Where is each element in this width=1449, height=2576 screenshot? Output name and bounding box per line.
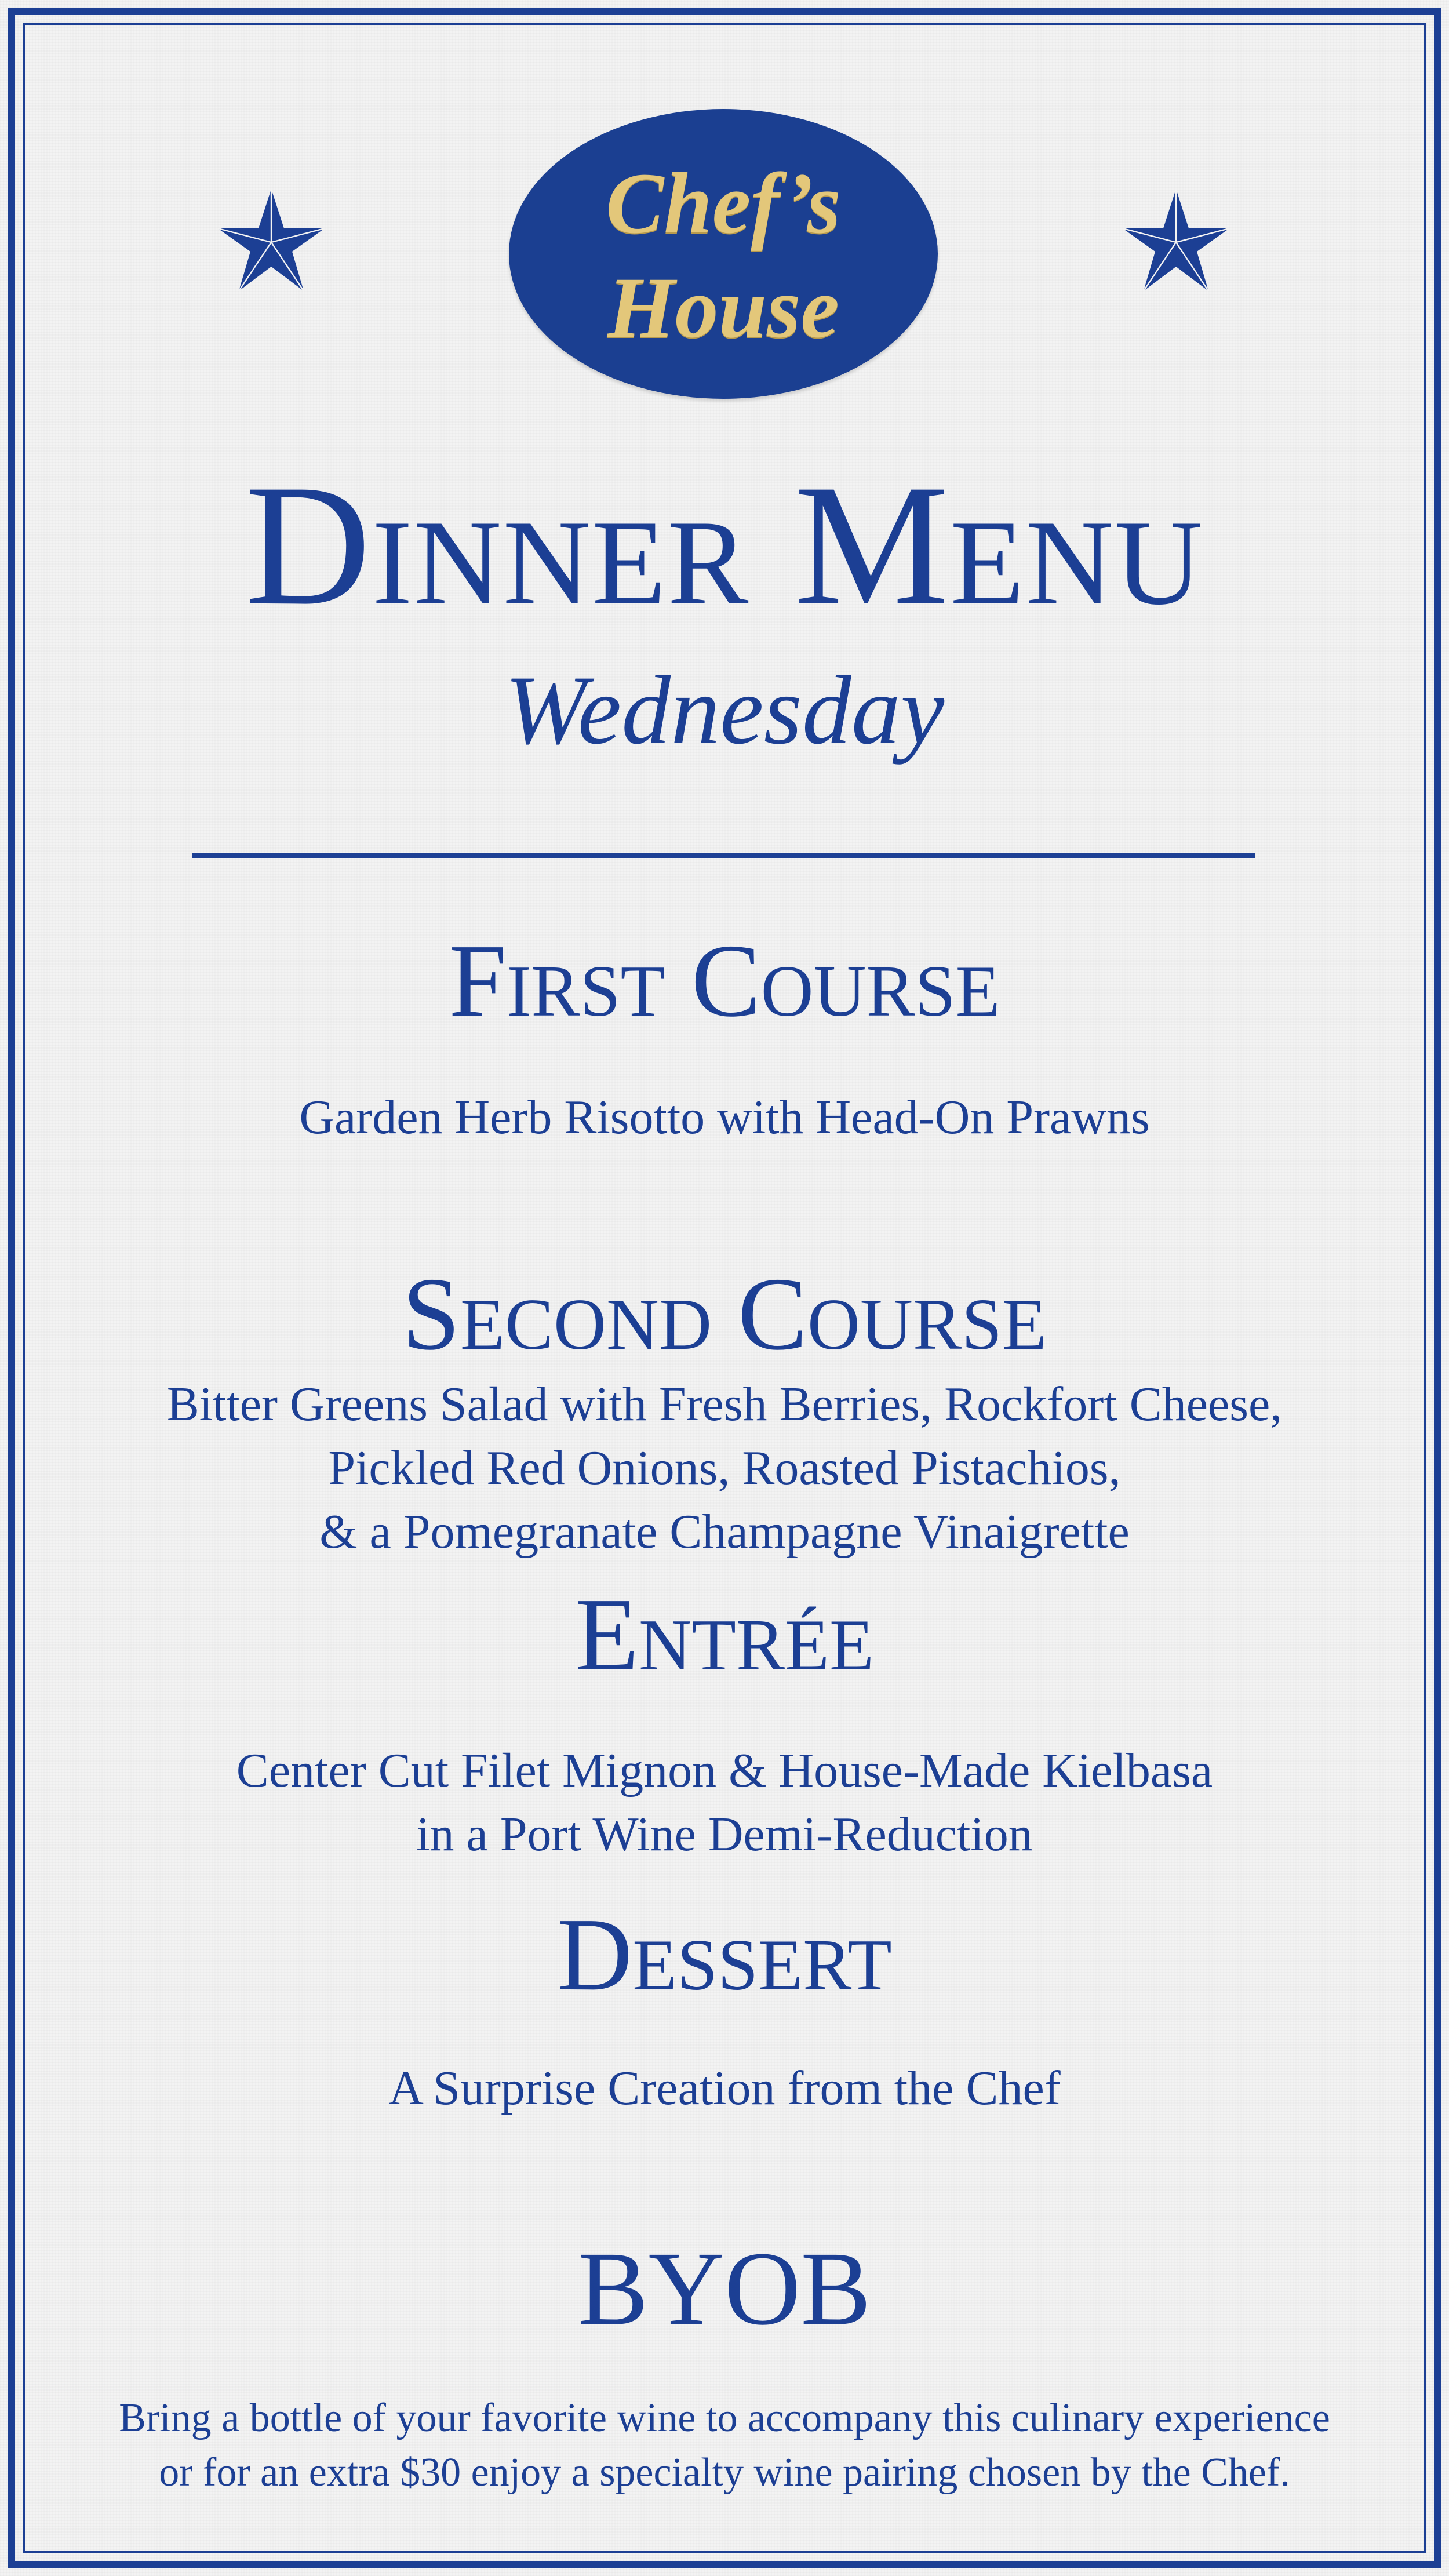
star-icon (1118, 184, 1234, 300)
divider (192, 853, 1255, 858)
first-course-heading: First Course (449, 923, 1000, 1038)
second-course-line: Bitter Greens Salad with Fresh Berries, Rockfort Cheese, (166, 1377, 1283, 1431)
first-course-item: Garden Herb Risotto with Head-On Prawns (299, 1090, 1150, 1144)
dessert-item: A Surprise Creation from the Chef (388, 2061, 1061, 2115)
star-icon (213, 184, 329, 300)
byob-heading: BYOB (578, 2231, 871, 2347)
byob-note-line: or for an extra $30 enjoy a specialty wine pairing chosen by the Chef. (159, 2450, 1290, 2495)
logo-text-line1: Chef’s (606, 155, 841, 252)
second-course-line: & a Pomegranate Champagne Vinaigrette (319, 1505, 1130, 1559)
entree-line: Center Cut Filet Mignon & House-Made Kielbasa (236, 1744, 1213, 1798)
logo-text-line2: House (607, 260, 840, 356)
entree-heading: Entrée (575, 1577, 874, 1692)
entree-line: in a Port Wine Demi-Reduction (416, 1807, 1033, 1861)
dessert-heading: Dessert (557, 1897, 892, 2012)
menu-day: Wednesday (504, 656, 945, 765)
second-course-heading: Second Course (402, 1256, 1047, 1371)
second-course-line: Pickled Red Onions, Roasted Pistachios, (328, 1441, 1121, 1495)
menu-title: Dinner Menu (245, 449, 1204, 641)
restaurant-logo (509, 109, 938, 399)
byob-note-line: Bring a bottle of your favorite wine to accompany this culinary experience (119, 2396, 1330, 2440)
